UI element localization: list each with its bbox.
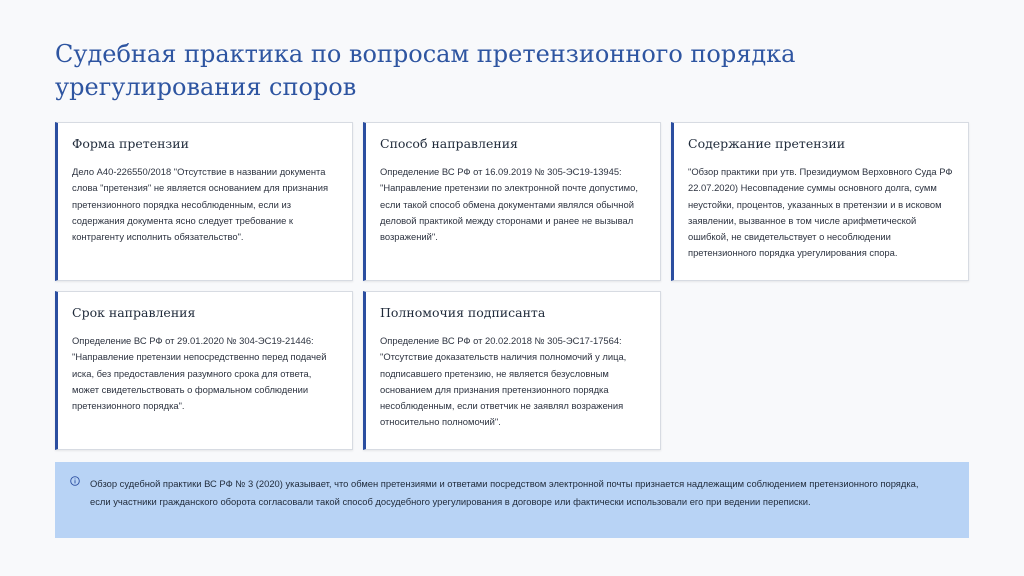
- card-title: Полномочия подписанта: [380, 305, 546, 320]
- card-title: Форма претензии: [72, 136, 189, 151]
- card-title: Срок направления: [72, 305, 196, 320]
- info-note: [55, 462, 969, 538]
- card-body: Определение ВС РФ от 20.02.2018 № 305-ЭС17-17564: "Отсутствие доказательств наличия полномочий у лица, подписавшего претензию, не является безусловным основанием для признания претензионного порядка несоблюденным, если ответчик не заявлял возражения относительно полномочий".: [380, 335, 627, 428]
- card-sending-method: [363, 122, 661, 281]
- page-title: Судебная практика по вопросам претензионного порядка урегулирования споров: [55, 40, 796, 101]
- card-body: Дело А40-226550/2018 "Отсутствие в названии документа слова "претензия" не является основанием для признания претензионного порядка несоблюденным, если из содержания документа ясно следует требование к контрагенту исполнить обязательство".: [72, 166, 329, 243]
- card-body: Определение ВС РФ от 29.01.2020 № 304-ЭС19-21446: "Направление претензии непосредственно перед подачей иска, без предоставления разумного срока для ответа, может свидетельствовать о формальном соблюдении претензионного порядка".: [72, 335, 327, 412]
- card-signatory-authority: [363, 291, 661, 450]
- card-claim-form: [55, 122, 353, 281]
- card-sending-deadline: [55, 291, 353, 450]
- card-claim-content: [671, 122, 969, 281]
- card-body: Определение ВС РФ от 16.09.2019 № 305-ЭС19-13945: "Направление претензии по электронной почте допустимо, если такой способ обмена документами являлся обычной деловой практикой между сторонами и ранее не вызывал возражений".: [380, 166, 638, 243]
- card-body: "Обзор практики при утв. Президиумом Верховного Суда РФ 22.07.2020) Несовпадение суммы основного долга, сумм неустойки, процентов, указанных в претензии и в исковом заявлении, вызванное в том числе арифметической ошибкой, не свидетельствует о несоблюдении претензионного порядка урегулирования спора.: [688, 166, 953, 259]
- card-title: Содержание претензии: [688, 136, 846, 151]
- note-text: Обзор судебной практики ВС РФ № 3 (2020) указывает, что обмен претензиями и ответами посредством электронной почты признается надлежащим соблюдением претензионного порядка, если участники гражданского оборота согласовали такой способ досудебного урегулирования в договоре или фактически использовали его при ведении переписки.: [90, 478, 919, 507]
- info-icon: [70, 476, 80, 486]
- card-title: Способ направления: [380, 136, 518, 151]
